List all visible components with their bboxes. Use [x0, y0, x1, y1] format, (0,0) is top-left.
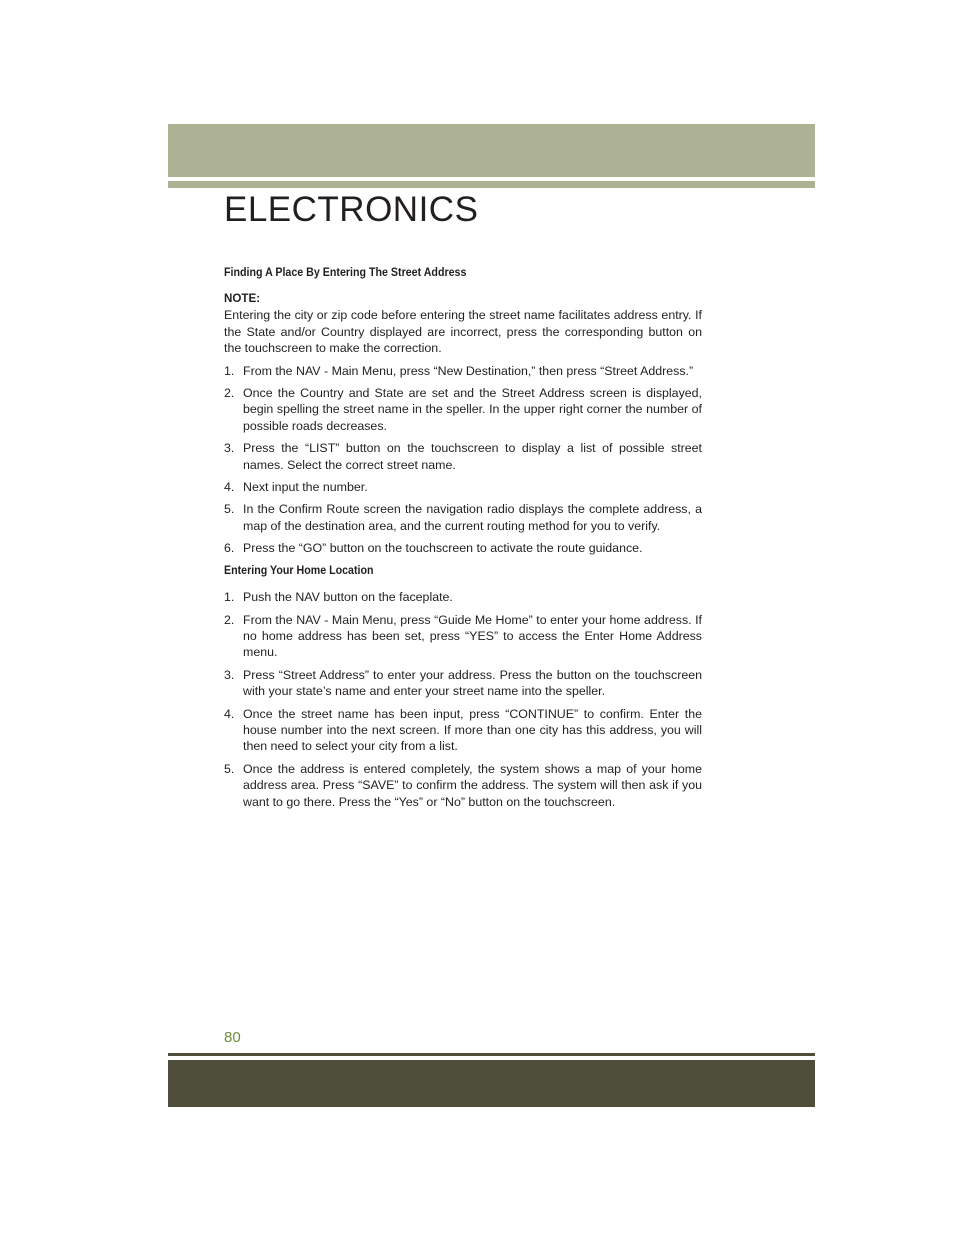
section-heading-find-address: Finding A Place By Entering The Street Address [224, 266, 467, 279]
list-text: From the NAV - Main Menu, press “Guide Me Home” to enter your home address. If no home address has been set, press “YES” to access the Enter Home Address menu. [243, 612, 702, 660]
list-text: Press the “GO” button on the touchscreen to activate the route guidance. [243, 541, 643, 556]
list-item [224, 479, 702, 495]
section-title: ELECTRONICS [224, 190, 479, 229]
list-item [224, 363, 702, 379]
steps-find-address [224, 363, 702, 557]
list-number: 2. [224, 612, 235, 627]
list-item [224, 612, 702, 661]
list-item [224, 540, 702, 556]
list-item [224, 589, 702, 605]
section-heading-home-location: Entering Your Home Location [224, 563, 374, 577]
note-label: NOTE: [224, 292, 261, 306]
page-content [224, 265, 702, 816]
list-text: Push the NAV button on the faceplate. [243, 590, 453, 605]
footer-line [168, 1053, 815, 1056]
list-number: 6. [224, 541, 235, 556]
list-number: 1. [224, 590, 235, 605]
list-text: In the Confirm Route screen the navigation radio displays the complete address, a map of the destination area, and the current routing method for you to verify. [243, 502, 702, 533]
footer-band [168, 1060, 815, 1107]
header-band [168, 124, 815, 177]
list-number: 1. [224, 363, 235, 378]
list-text: Press the “LIST” button on the touchscreen to display a list of possible street names. Select the correct street name. [243, 441, 702, 472]
list-item [224, 440, 702, 473]
list-text: From the NAV - Main Menu, press “New Destination,” then press “Street Address.” [243, 363, 694, 378]
list-text: Once the street name has been input, press “CONTINUE” to confirm. Enter the house number into the next screen. If more than one city has this address, you will then need to select your city from a list. [243, 706, 702, 754]
list-text: Press “Street Address” to enter your address. Press the button on the touchscreen with your state’s name and enter your street name into the speller. [243, 667, 702, 699]
list-text: Next input the number. [243, 480, 368, 495]
list-number: 4. [224, 480, 235, 495]
list-number: 5. [224, 502, 235, 517]
list-text: Once the address is entered completely, the system shows a map of your home address area. Press “SAVE” to confirm the address. The system will then ask if you want to go there. Press the “Yes” or “No” button on the touchscreen. [243, 761, 702, 809]
steps-home-location [224, 589, 702, 810]
list-text: Once the Country and State are set and the Street Address screen is displayed, begin spelling the street name in the speller. In the upper right corner the number of possible roads decreases. [243, 386, 702, 433]
list-number: 2. [224, 386, 235, 401]
list-number: 4. [224, 706, 235, 721]
list-number: 3. [224, 667, 235, 682]
list-item [224, 761, 702, 810]
list-item [224, 385, 702, 434]
page-number: 80 [224, 1029, 241, 1046]
list-item [224, 667, 702, 700]
note-text: Entering the city or zip code before entering the street name facilitates address entry. If the State and/or Country displayed are incorrect, press the corresponding button on the touchscreen to make the correction. [224, 308, 702, 356]
list-number: 5. [224, 761, 235, 776]
header-stripe [168, 181, 815, 188]
list-item [224, 501, 702, 534]
list-item [224, 706, 702, 755]
list-number: 3. [224, 441, 235, 456]
